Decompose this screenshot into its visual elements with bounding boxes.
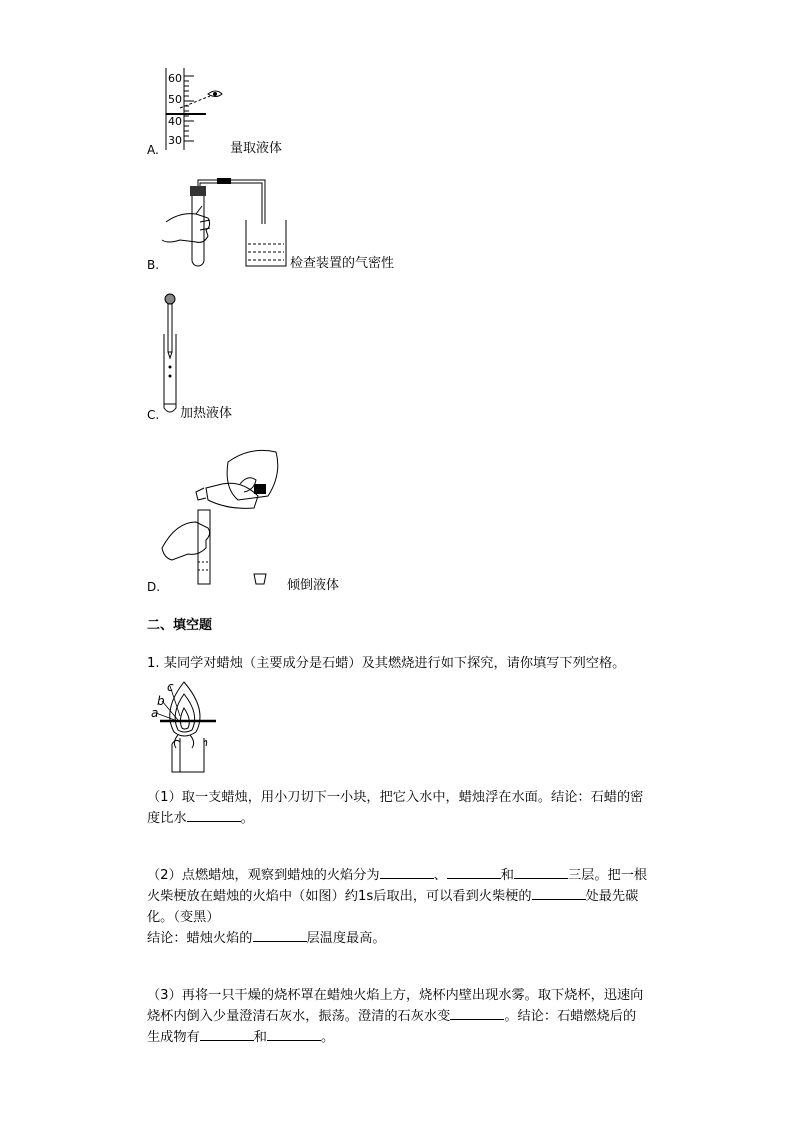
q3-l3-pre: 生成物有 [147, 1030, 200, 1045]
q2-blank-hottest-layer[interactable] [253, 928, 307, 942]
q3-l2-pre: 烧杯内倒入少量澄清石灰水，振荡。澄清的石灰水变 [147, 1009, 451, 1024]
q2-text [147, 865, 687, 949]
q3-l2-post: 。结论：石蜡燃烧后的 [504, 1009, 637, 1024]
q2-l1-sep1: 、 [433, 868, 447, 883]
option-c-caption: 加热液体 [180, 406, 233, 421]
q2-l2-post: 处最先碳 [585, 889, 639, 904]
flame-label-a: a [151, 706, 159, 720]
q3-line2 [147, 1006, 687, 1027]
q3-text [147, 985, 687, 1048]
flame-label-c: c [167, 680, 174, 694]
option-a-letter: A. [147, 143, 159, 157]
airtightness-diagram [160, 174, 290, 269]
q1-line2-post: 。 [240, 811, 254, 826]
q2-l4-post: 层温度最高。 [306, 931, 386, 946]
cylinder-tick-40: 40 [168, 115, 182, 128]
flame-label-b: b [157, 694, 165, 708]
q3-l3-mid: 和 [253, 1030, 267, 1045]
q3-blank-product2[interactable] [267, 1027, 321, 1041]
q2-line4 [147, 928, 687, 949]
q2-l1-sep2: 和 [500, 868, 514, 883]
q3-blank-product1[interactable] [200, 1027, 254, 1041]
option-b-caption: 检查装置的气密性 [290, 256, 395, 271]
option-d-letter: D. [147, 580, 161, 594]
q1-text [147, 787, 687, 829]
q2-l1-post: 三层。把一根 [567, 868, 648, 883]
q2-blank-part[interactable] [532, 886, 586, 900]
option-c-letter: C. [147, 408, 160, 422]
q1-line2 [147, 808, 687, 829]
q2-blank-layer2[interactable] [447, 865, 501, 879]
section-title: 二、填空题 [147, 618, 213, 633]
dropper-diagram [160, 292, 190, 417]
q2-l1-pre: （2）点燃蜡烛，观察到蜡烛的火焰分为 [147, 868, 380, 883]
q2-line3: 化。（变黑） [147, 910, 220, 925]
q3-l3-post: 。 [320, 1030, 335, 1045]
q3-line3 [147, 1027, 687, 1048]
cylinder-tick-60: 60 [168, 72, 182, 85]
q3-line1: （3）再将一只干燥的烧杯罩在蜡烛火焰上方，烧杯内壁出现水雾。取下烧杯，迅速向 [147, 988, 644, 1003]
q2-l2-pre: 火柴梗放在蜡烛的火焰中（如图）约1s后取出，可以看到火柴梗的 [147, 889, 532, 904]
q1-blank-density[interactable] [187, 808, 241, 822]
q2-l4-pre: 结论：蜡烛火焰的 [147, 931, 253, 946]
q2-line1 [147, 865, 687, 886]
cylinder-tick-30: 30 [168, 134, 182, 147]
cylinder-tick-50: 50 [168, 93, 182, 106]
cylinder-diagram [150, 68, 230, 153]
q1-line2-pre: 度比水 [147, 811, 187, 826]
option-b-letter: B. [147, 258, 160, 272]
option-a-caption: 量取液体 [230, 141, 283, 156]
option-d-caption: 倾倒液体 [287, 578, 340, 593]
q3-blank-limewater[interactable] [450, 1006, 504, 1020]
q2-blank-layer3[interactable] [514, 865, 568, 879]
question-intro: 1. 某同学对蜡烛（主要成分是石蜡）及其燃烧进行如下探究，请你填写下列空格。 [147, 656, 626, 671]
q2-blank-layer1[interactable] [380, 865, 434, 879]
pouring-diagram [158, 444, 283, 589]
q1-line1: （1）取一支蜡烛，用小刀切下一小块，把它入水中，蜡烛浮在水面。结论：石蜡的密 [147, 790, 644, 805]
q2-line2 [147, 886, 687, 907]
